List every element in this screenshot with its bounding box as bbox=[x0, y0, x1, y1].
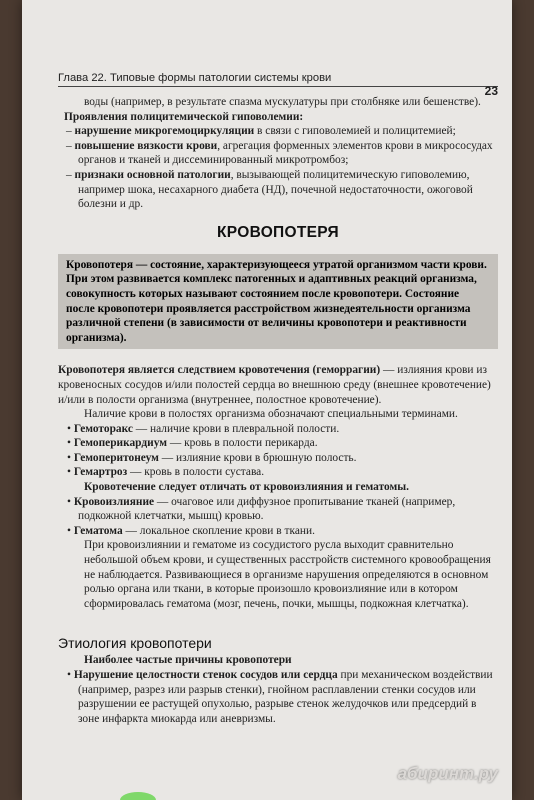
etiology-subheading: Наиболее частые причины кровопотери bbox=[84, 654, 292, 667]
list-item: • Гемоторакс — наличие крови в плевральной полости. bbox=[67, 422, 340, 435]
etiology-list bbox=[58, 668, 498, 726]
running-header bbox=[58, 72, 498, 98]
list-item: – повышение вязкости крови, агрегация форменных элементов крови в микрососудах органов и тканей и диссеминированный микротромбоз; bbox=[66, 139, 493, 167]
list-item: • Гемоперитонеум — излияние крови в брюшную полость. bbox=[67, 451, 357, 464]
hypovolemia-list bbox=[58, 124, 498, 212]
body-paragraph: При кровоизлиянии и гематоме из сосудистого русла выходит сравнительно небольшой объем крови, и существенных расстройств системного кровообращения не наблюдается. Развивающиеся в организме нарушения определяются в основном ролью органа или ткани, в которые произошло кровоизлияние или в котором сформировалась гематома (мозг, печень, почки, мышцы, подкожная клетчатка). bbox=[84, 539, 491, 610]
watermark-logo: абиринт.ру bbox=[397, 764, 498, 783]
hypovolemia-heading: Проявления полицитемической гиповолемии: bbox=[64, 110, 304, 123]
list-item: • Нарушение целостности стенок сосудов или сердца при механическом воздействии (например, разрез или разрыв стенки), гнойном расплавлении стенки сосудов или разрушении ее растущей опухолью, разрыве стенок желудочков или предсердий в зоне инфаркта миокарда или аневризмы. bbox=[67, 669, 493, 725]
continuation-text: воды (например, в результате спазма мускулатуры при столбняке или бешенстве). bbox=[84, 96, 481, 108]
list-item: • Гемоперикардиум — кровь в полости перикарда. bbox=[67, 437, 318, 450]
green-object bbox=[120, 792, 156, 800]
terms-list-2 bbox=[58, 495, 498, 539]
book-page bbox=[22, 0, 512, 800]
body-paragraph: Наличие крови в полостях организма обозначают специальными терминами. bbox=[84, 408, 458, 421]
body-paragraph: Кровопотеря является следствием кровотечения (геморрагии) — излияния крови из кровеносных сосудов и/или полостей сердца во внешнюю среду (внешнее кровотечение) и/или в полости организма (внутреннее, полостное кровотечение). bbox=[58, 364, 491, 406]
definition-box: Кровопотеря — состояние, характеризующееся утратой организмом части крови. При этом развивается комплекс патогенных и адаптивных реакций организма, совокупность которых называют состоянием после кровопотери. Состояние после кровопотери проявляется расстройством жизнедеятельности организма различной степени (в зависимости от величины кровопотери и реактивности организма). bbox=[58, 254, 498, 350]
list-item: • Кровоизлияние — очаговое или диффузное пропитывание тканей (например, подкожной клетчатки, мышц) кровью. bbox=[67, 495, 456, 523]
list-item: – признаки основной патологии, вызывающей полицитемическую гиповолемию, например шока, несахарного диабета (НД), почечной недостаточности, ожоговой болезни и др. bbox=[66, 168, 473, 211]
list-item: – нарушение микрогемоциркуляции в связи с гиповолемией и полицитемией; bbox=[66, 125, 456, 138]
list-item: • Гемартроз — кровь в полости сустава. bbox=[67, 466, 265, 479]
etiology-title: Этиология кровопотери bbox=[58, 635, 212, 652]
page-number: 23 bbox=[484, 84, 498, 98]
body-paragraph: Кровотечение следует отличать от кровоизлияния и гематомы. bbox=[84, 481, 410, 494]
page-content bbox=[58, 72, 498, 726]
terms-list bbox=[58, 422, 498, 480]
list-item: • Гематома — локальное скопление крови в ткани. bbox=[67, 524, 315, 537]
chapter-title: Глава 22. Типовые формы патологии системы крови bbox=[58, 72, 332, 84]
section-title: КРОВОПОТЕРЯ bbox=[217, 223, 339, 241]
